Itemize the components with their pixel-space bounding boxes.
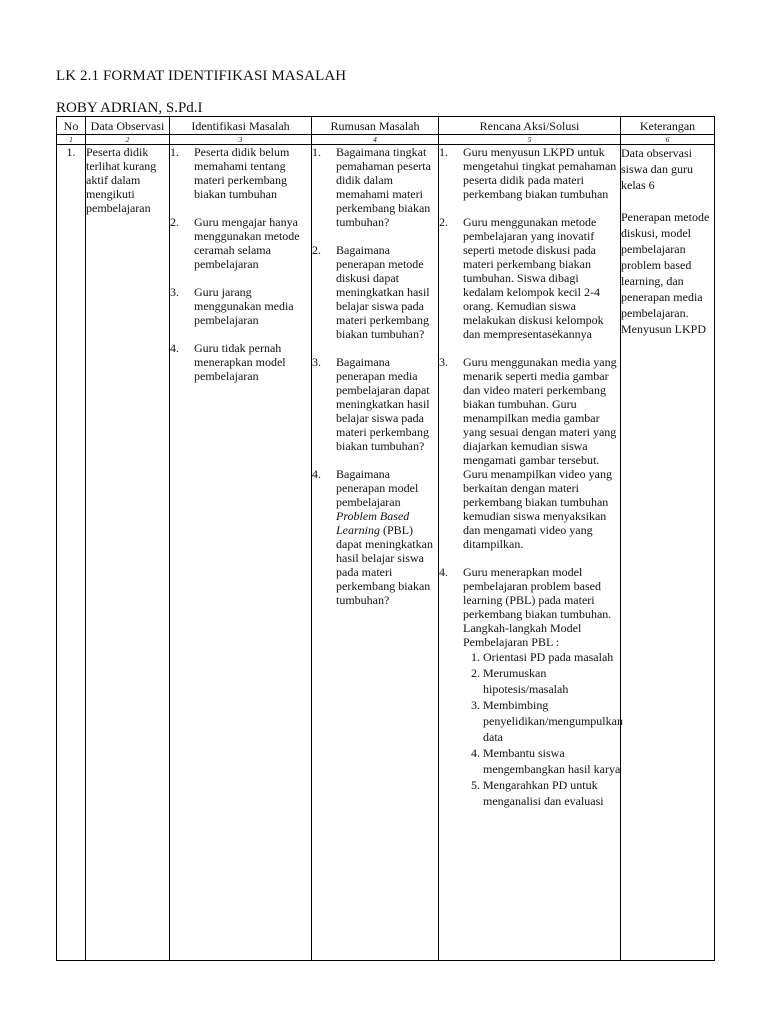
item-text-part: (PBL) dapat meningkatkan hasil belajar siswa pada materi perkembang biakan tumbuhan? — [336, 523, 433, 607]
item-number: 3. — [439, 355, 448, 369]
identifikasi-list — [170, 145, 311, 383]
keterangan-paragraph: Menyusun LKPD — [621, 322, 707, 336]
item-text: Guru menggunakan metode pembelajaran yang inovatif seperti metode diskusi pada materi perkembang biakan tumbuhan. Siswa dibagi kedalam kelompok kecil 2-4 orang. Kemudian siswa melakukan diskusi kelompok dan mempresentasekannya — [463, 215, 604, 341]
item-number: 1. — [312, 145, 321, 159]
col-header-rumusan: Rumusan Masalah — [312, 117, 439, 135]
item-text: Guru menyusun LKPD untuk mengetahui tingkat pemahaman peserta didik pada materi perkembang biakan tumbuhan — [463, 145, 617, 201]
identifikasi-cell — [170, 145, 312, 961]
item-text: Bagaimana penerapan metode diskusi dapat meningkatkan hasil belajar siswa pada materi perkembang biakan tumbuhan? — [336, 243, 430, 341]
item-number: 3. — [312, 355, 321, 369]
item-number: 1. — [439, 145, 448, 159]
document-title: LK 2.1 FORMAT IDENTIFIKASI MASALAH — [56, 68, 347, 84]
item-text: Guru jarang menggunakan media pembelajaran — [194, 285, 294, 327]
item-number: 2. — [439, 215, 448, 229]
pbl-step: 1. Orientasi PD pada masalah — [483, 649, 623, 665]
pbl-step: 3. Membimbing penyelidikan/mengumpulkan data — [483, 697, 623, 745]
item-text: Bagaimana tingkat pemahaman peserta didik dalam memahami materi perkembang biakan tumbuhan? — [336, 145, 431, 229]
list-item — [170, 341, 311, 383]
item-text: Peserta didik belum memahami tentang materi perkembang biakan tumbuhan — [194, 145, 290, 201]
item-text: Bagaimana penerapan media pembelajaran dapat meningkatkan hasil belajar siswa pada materi perkembang biakan tumbuhan? — [336, 355, 430, 453]
column-number: 3 — [170, 135, 312, 145]
col-header-data-observasi: Data Observasi — [86, 117, 170, 135]
list-item — [170, 215, 311, 271]
data-observasi-cell: Peserta didik terlihat kurang aktif dalam mengikuti pembelajaran — [86, 145, 170, 961]
list-item — [312, 243, 438, 341]
column-number: 4 — [312, 135, 439, 145]
keterangan-paragraph: Penerapan metode diskusi, model pembelajaran problem based learning, dan penerapan media pembelajaran. — [621, 210, 710, 320]
column-number: 2 — [86, 135, 170, 145]
list-item — [312, 467, 438, 607]
item-text — [336, 467, 438, 607]
column-number: 5 — [439, 135, 621, 145]
list-item — [439, 355, 620, 551]
item-text: Guru mengajar hanya menggunakan metode ceramah selama pembelajaran — [194, 215, 300, 271]
item-number: 2. — [170, 215, 179, 229]
col-header-keterangan: Keterangan — [621, 117, 715, 135]
col-header-identifikasi: Identifikasi Masalah — [170, 117, 312, 135]
rumusan-list — [312, 145, 438, 607]
item-text-part: Bagaimana penerapan model pembelajaran — [336, 467, 419, 509]
list-item — [439, 145, 620, 201]
pbl-step: 4. Membantu siswa mengembangkan hasil karya — [483, 745, 623, 777]
rencana-list — [439, 145, 623, 809]
pbl-step: 2. Merumuskan hipotesis/masalah — [483, 665, 623, 697]
item-number: 4. — [312, 467, 321, 481]
item-text: Guru menggunakan media yang menarik seperti media gambar dan video materi perkembang biakan tumbuhan. Guru menampilkan media gambar yang sesuai dengan materi yang diajarkan kemudian siswa mengamati gambar tersebut. Guru menampilkan video yang berkaitan dengan materi perkembang biakan tumbuhan kemudian siswa menyaksikan dan mengamati video yang ditampilkan. — [463, 355, 617, 551]
author-name: ROBY ADRIAN, S.Pd.I — [56, 100, 203, 116]
col-header-no: No — [57, 117, 86, 135]
item-text — [463, 565, 623, 809]
list-item — [439, 215, 620, 341]
table-row — [57, 145, 715, 961]
col-header-rencana: Rencana Aksi/Solusi — [439, 117, 621, 135]
column-number-row — [57, 135, 715, 145]
pbl-italic-term: Problem Based Learning — [336, 509, 410, 537]
list-item — [439, 565, 623, 809]
row-number: 1. — [57, 145, 86, 961]
item-number: 2. — [312, 243, 321, 257]
problem-identification-table — [56, 116, 715, 961]
keterangan-cell — [621, 145, 715, 961]
list-item — [170, 145, 311, 201]
item-text: Guru tidak pernah menerapkan model pembelajaran — [194, 341, 286, 383]
list-item — [312, 355, 438, 453]
table-header-row — [57, 117, 715, 135]
item-number: 4. — [439, 565, 448, 579]
pbl-step: 5. Mengarahkan PD untuk menganalisi dan evaluasi — [483, 777, 623, 809]
column-number: 6 — [621, 135, 715, 145]
pbl-steps-list — [463, 649, 623, 809]
keterangan-paragraph: Data observasi siswa dan guru kelas 6 — [621, 146, 693, 192]
item-text-part: Guru menerapkan model pembelajaran problem based learning (PBL) pada materi perkembang biakan tumbuhan. Langkah-langkah Model Pembelajaran PBL : — [463, 565, 612, 649]
item-number: 1. — [170, 145, 179, 159]
rumusan-cell — [312, 145, 439, 961]
item-number: 3. — [170, 285, 179, 299]
list-item — [170, 285, 311, 327]
list-item — [312, 145, 438, 229]
item-number: 4. — [170, 341, 179, 355]
rencana-cell — [439, 145, 621, 961]
column-number: 1 — [57, 135, 86, 145]
